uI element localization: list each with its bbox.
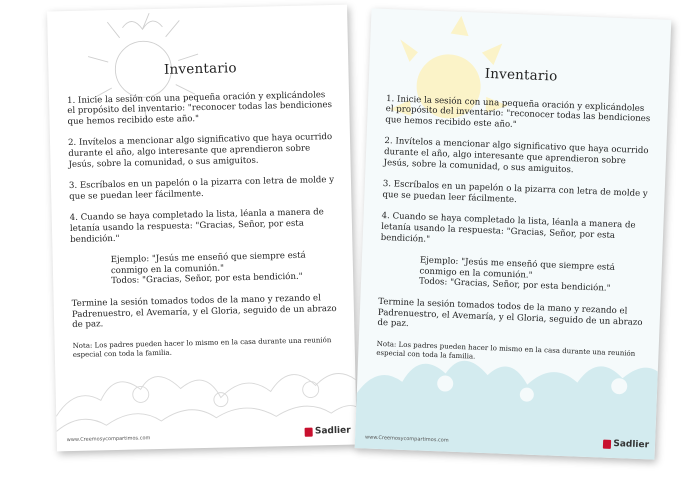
instruction-2: 2. Invítelos a mencionar algo significativo que haya ocurrido durante el año, algo interesante que aprendieron sobre Jesús, sobre la comunidad, o sus amiguitos. [383, 136, 649, 175]
waves-outline-icon [55, 372, 356, 431]
response-line: Todos: "Gracias, Señor, por esta bendición." [418, 276, 611, 295]
worksheet-title: Inventario [484, 65, 558, 85]
closing-instruction: Termine la sesión tomados todos de la mano y rezando el Padrenuestro, el Avemaría, y el Gloria, seguido de un abrazo de paz. [377, 296, 643, 330]
family-note: Nota: Los padres pueden hacer lo mismo en la casa durante una reunión especial con toda la familia. [72, 335, 332, 359]
example-line: Ejemplo: "Jesús me enseñó que siempre está conmigo en la comunión." [419, 255, 616, 281]
instruction-2: 2. Invítelos a mencionar algo significativo que haya ocurrido durante el año, algo interesante que aprendieron sobre Jesús, sobre la comunidad, o sus amiguitos. [67, 132, 333, 170]
instruction-3: 3. Escríbalos en un papelón o la pizarra con letra de molde y que se puedan leer fácilmente. [68, 175, 335, 202]
brand-name: Sadlier [613, 439, 650, 451]
instruction-4: 4. Cuando se haya completado la lista, léanla a manera de letanía usando la respuesta: "Gracias, Señor, por esta bendición." [69, 207, 324, 245]
brand-logo [603, 439, 649, 451]
instruction-1: 1. Inicie la sesión con una pequeña oración y explicándoles el propósito del inventario: "reconocer todas las bendiciones que hemos recibido este año." [385, 93, 651, 130]
example-line: Ejemplo: "Jesús me enseñó que siempre está conmigo en la comunión." [110, 250, 306, 276]
worksheet-body-color [376, 65, 655, 368]
brand-logo [305, 426, 351, 437]
footer-url: www.Creemosycompartimos.com [364, 434, 449, 444]
brand-name: Sadlier [314, 425, 351, 437]
sadlier-logo-icon [305, 427, 313, 436]
worksheet-color-version [355, 8, 672, 459]
worksheet-title: Inventario [163, 60, 237, 78]
worksheet-outline-version [47, 5, 357, 452]
instruction-1: 1. Inicie la sesión con una pequeña oración y explicándoles el propósito del inventario: "reconocer todas las bendiciones que hemos recibido este año." [66, 89, 333, 127]
response-line: Todos: "Gracias, Señor, por esta bendición." [111, 272, 303, 287]
example-block [111, 250, 340, 287]
footer-url: www.Creemosycompartimos.com [66, 435, 151, 444]
closing-instruction: Termine la sesión tomados todos de la mano y rezando el Padrenuestro, el Avemaría, y el Gloria, seguido de un abrazo de paz. [71, 293, 337, 331]
instruction-3: 3. Escríbalos en un papelón o la pizarra con letra de molde y que se puedan leer fácilmente. [382, 179, 648, 205]
sadlier-logo-icon [603, 439, 611, 448]
family-note: Nota: Los padres pueden hacer lo mismo en la casa durante una reunión especial con toda la familia. [376, 339, 636, 361]
instruction-4: 4. Cuando se haya completado la lista, léanla a manera de letanía usando la respuesta: "Gracias, Señor, por esta bendición." [380, 211, 636, 245]
example-block [419, 256, 648, 297]
worksheet-body [66, 61, 341, 360]
